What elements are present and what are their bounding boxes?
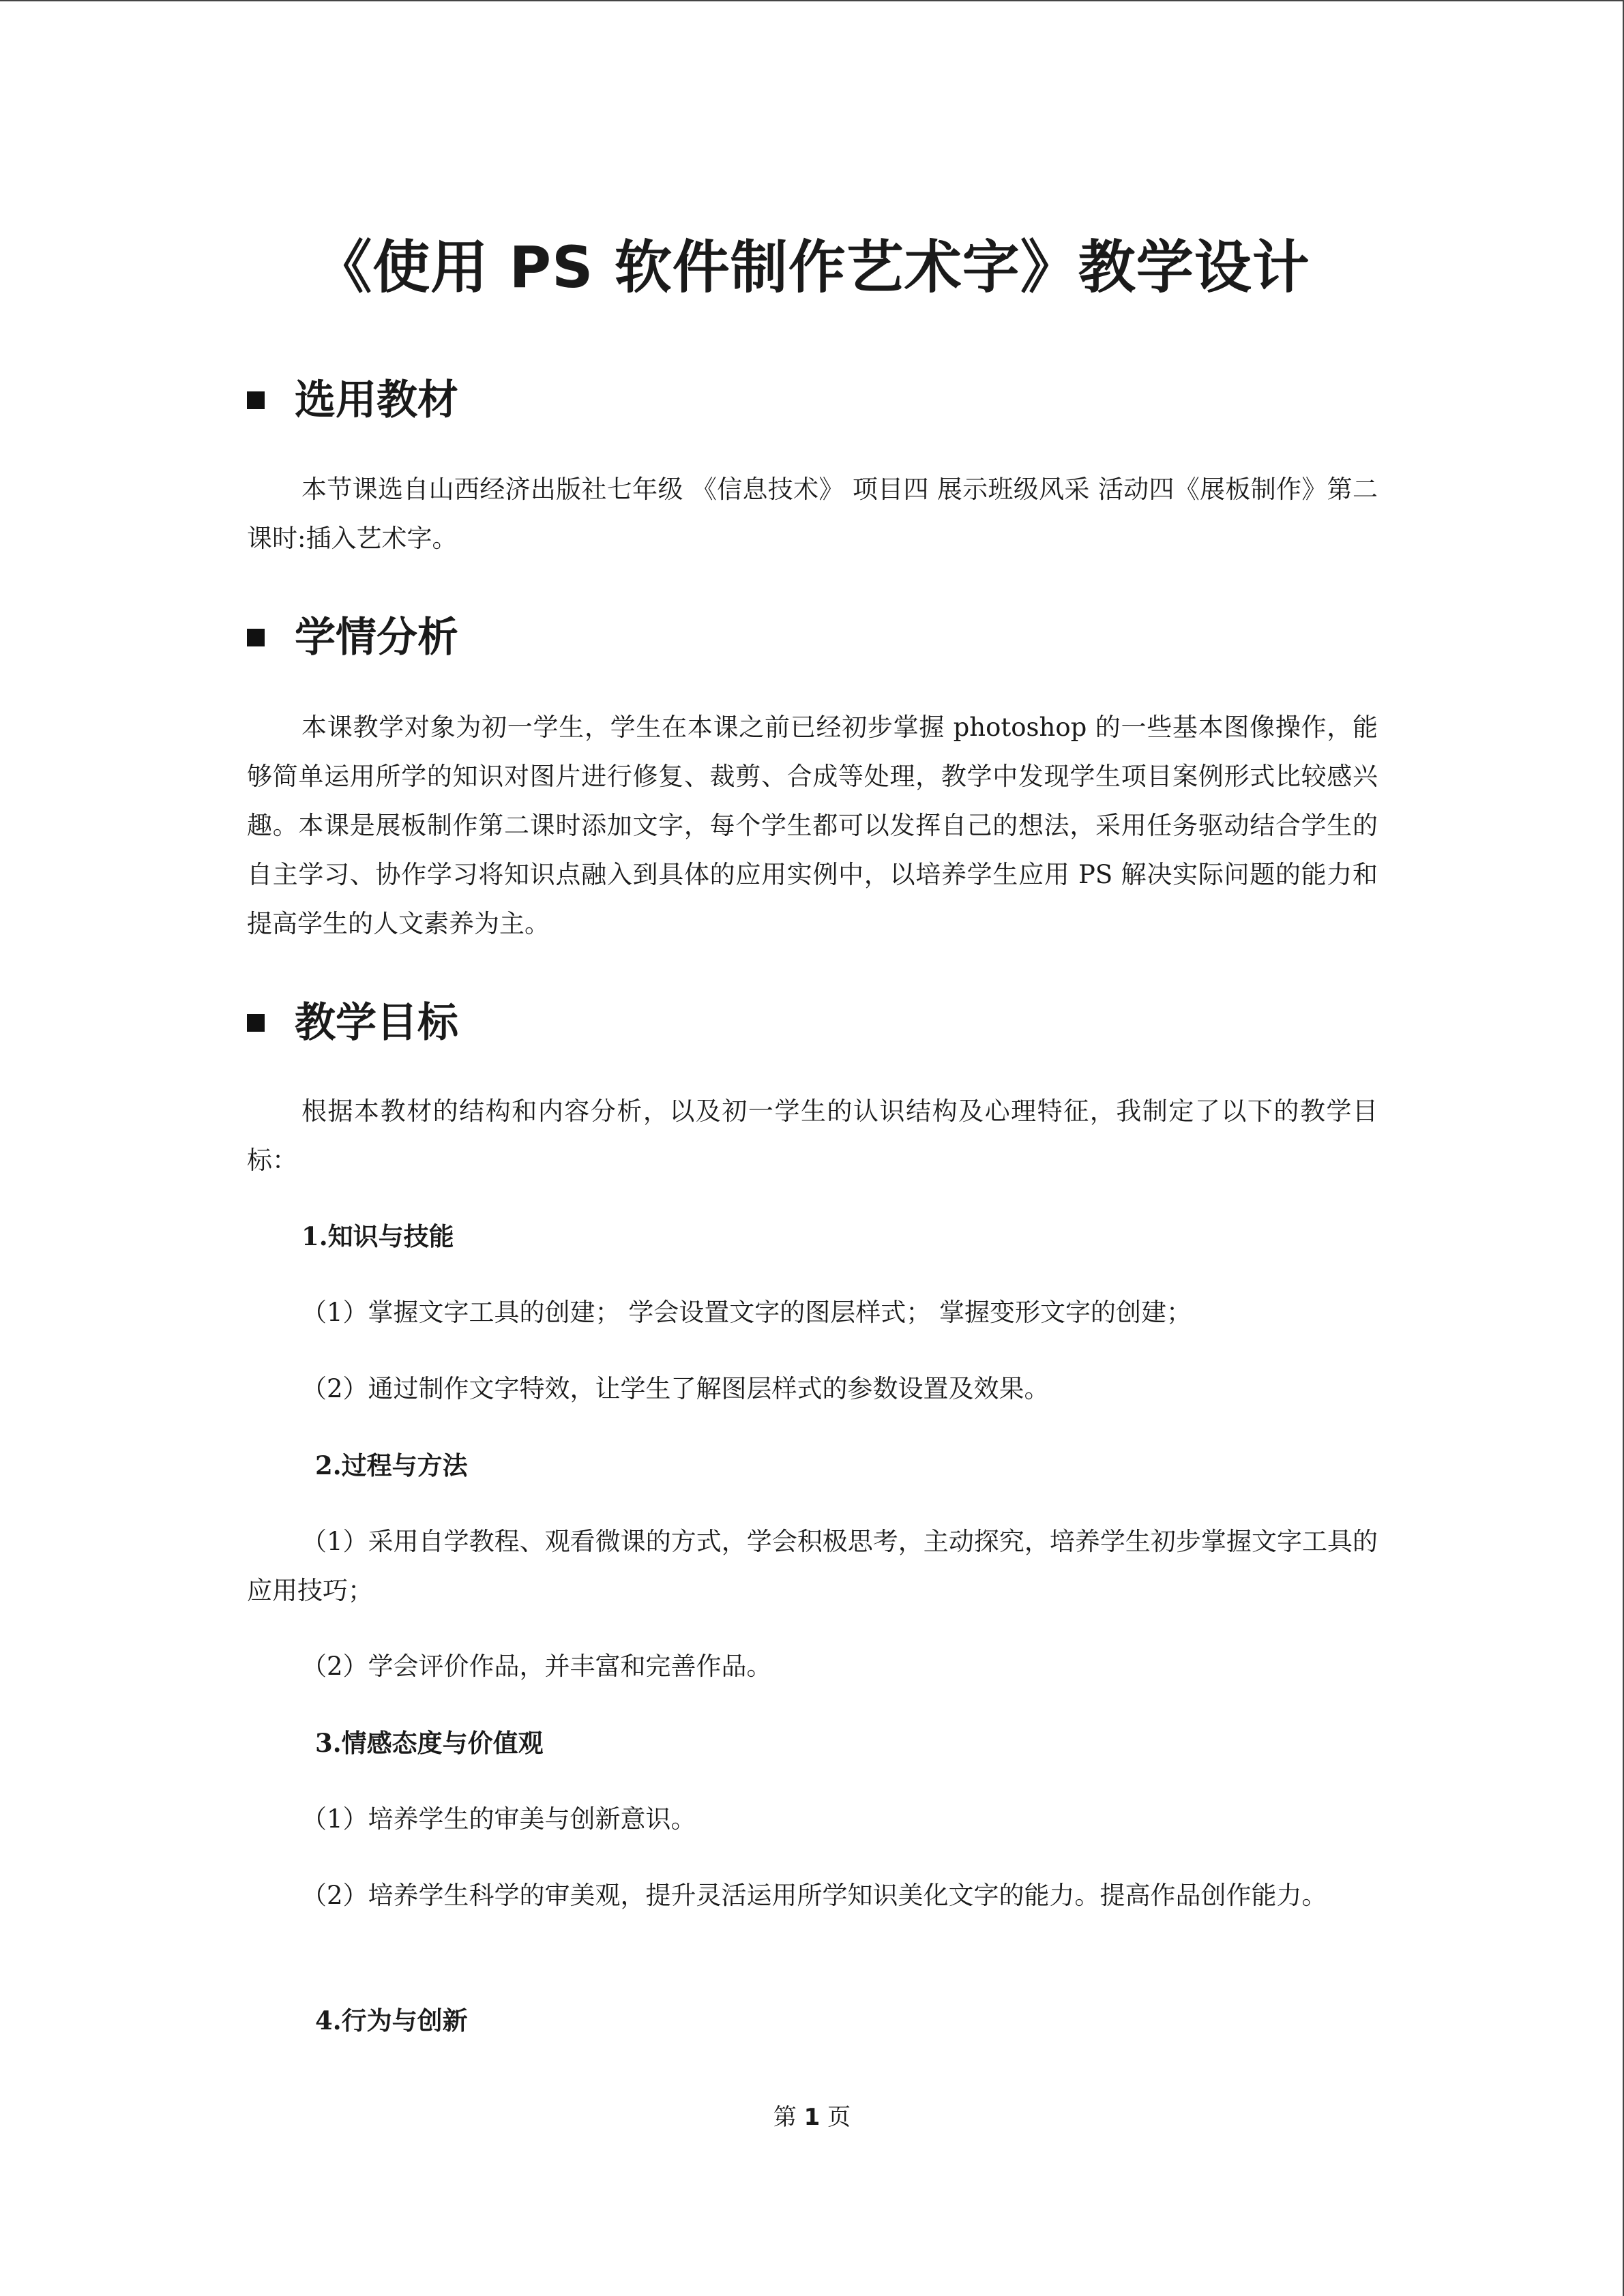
goals-intro-paragraph: 根据本教材的结构和内容分析，以及初一学生的认识结构及心理特征，我制定了以下的教学目标： bbox=[247, 1097, 1378, 1175]
section-heading-textbook bbox=[247, 373, 458, 428]
footer-prefix: 第 bbox=[773, 2104, 797, 2131]
square-bullet-icon bbox=[247, 1014, 265, 1032]
page-footer bbox=[0, 2100, 1624, 2134]
knowledge-item-2: （2）通过制作文字特效，让学生了解图层样式的参数设置及效果。 bbox=[301, 1374, 1050, 1403]
attitude-item-1: （1）培养学生的审美与创新意识。 bbox=[301, 1804, 696, 1834]
section-heading-goals bbox=[247, 996, 458, 1050]
textbook-paragraph: 本节课选自山西经济出版社七年级 《信息技术》 项目四 展示班级风采 活动四《展板制作》第二课时:插入艺术字。 bbox=[247, 475, 1378, 553]
page-number: 1 bbox=[803, 2104, 821, 2131]
attitude-item-2: （2）培养学生科学的审美观，提升灵活运用所学知识美化文字的能力。提高作品创作能力。 bbox=[301, 1881, 1327, 1910]
square-bullet-icon bbox=[247, 391, 265, 409]
subheading-behavior-innovation: 4.行为与创新 bbox=[315, 2006, 468, 2036]
section-heading-analysis bbox=[247, 610, 458, 665]
process-item-1: （1）采用自学教程、观看微课的方式，学会积极思考，主动探究，培养学生初步掌握文字工具的应用技巧； bbox=[247, 1527, 1378, 1605]
square-bullet-icon bbox=[247, 629, 265, 646]
section-heading-label: 教学目标 bbox=[295, 999, 458, 1047]
subheading-process-method: 2.过程与方法 bbox=[315, 1450, 468, 1480]
subheading-attitude-values: 3.情感态度与价值观 bbox=[315, 1728, 544, 1758]
subheading-knowledge-skills: 1.知识与技能 bbox=[301, 1221, 454, 1251]
analysis-paragraph: 本课教学对象为初一学生，学生在本课之前已经初步掌握 photoshop 的一些基本图像操作，能够简单运用所学的知识对图片进行修复、裁剪、合成等处理，教学中发现学生项目案例形式比较感兴趣。本课是展板制作第二课时添加文字，每个学生都可以发挥自己的想法，采用任务驱动结合学生的自主学习、协作学习将知识点融入到具体的应用实例中，以培养学生应用 PS 解决实际问题的能力和提高学生的人文素养为主。 bbox=[247, 713, 1378, 938]
section-heading-label: 学情分析 bbox=[295, 614, 458, 661]
section-heading-label: 选用教材 bbox=[295, 376, 458, 424]
process-item-2: （2）学会评价作品，并丰富和完善作品。 bbox=[301, 1652, 772, 1681]
footer-suffix: 页 bbox=[827, 2104, 851, 2131]
document-title: 《使用 PS 软件制作艺术字》教学设计 bbox=[314, 234, 1310, 301]
knowledge-item-1: （1）掌握文字工具的创建； 学会设置文字的图层样式； 掌握变形文字的创建； bbox=[301, 1298, 1192, 1327]
